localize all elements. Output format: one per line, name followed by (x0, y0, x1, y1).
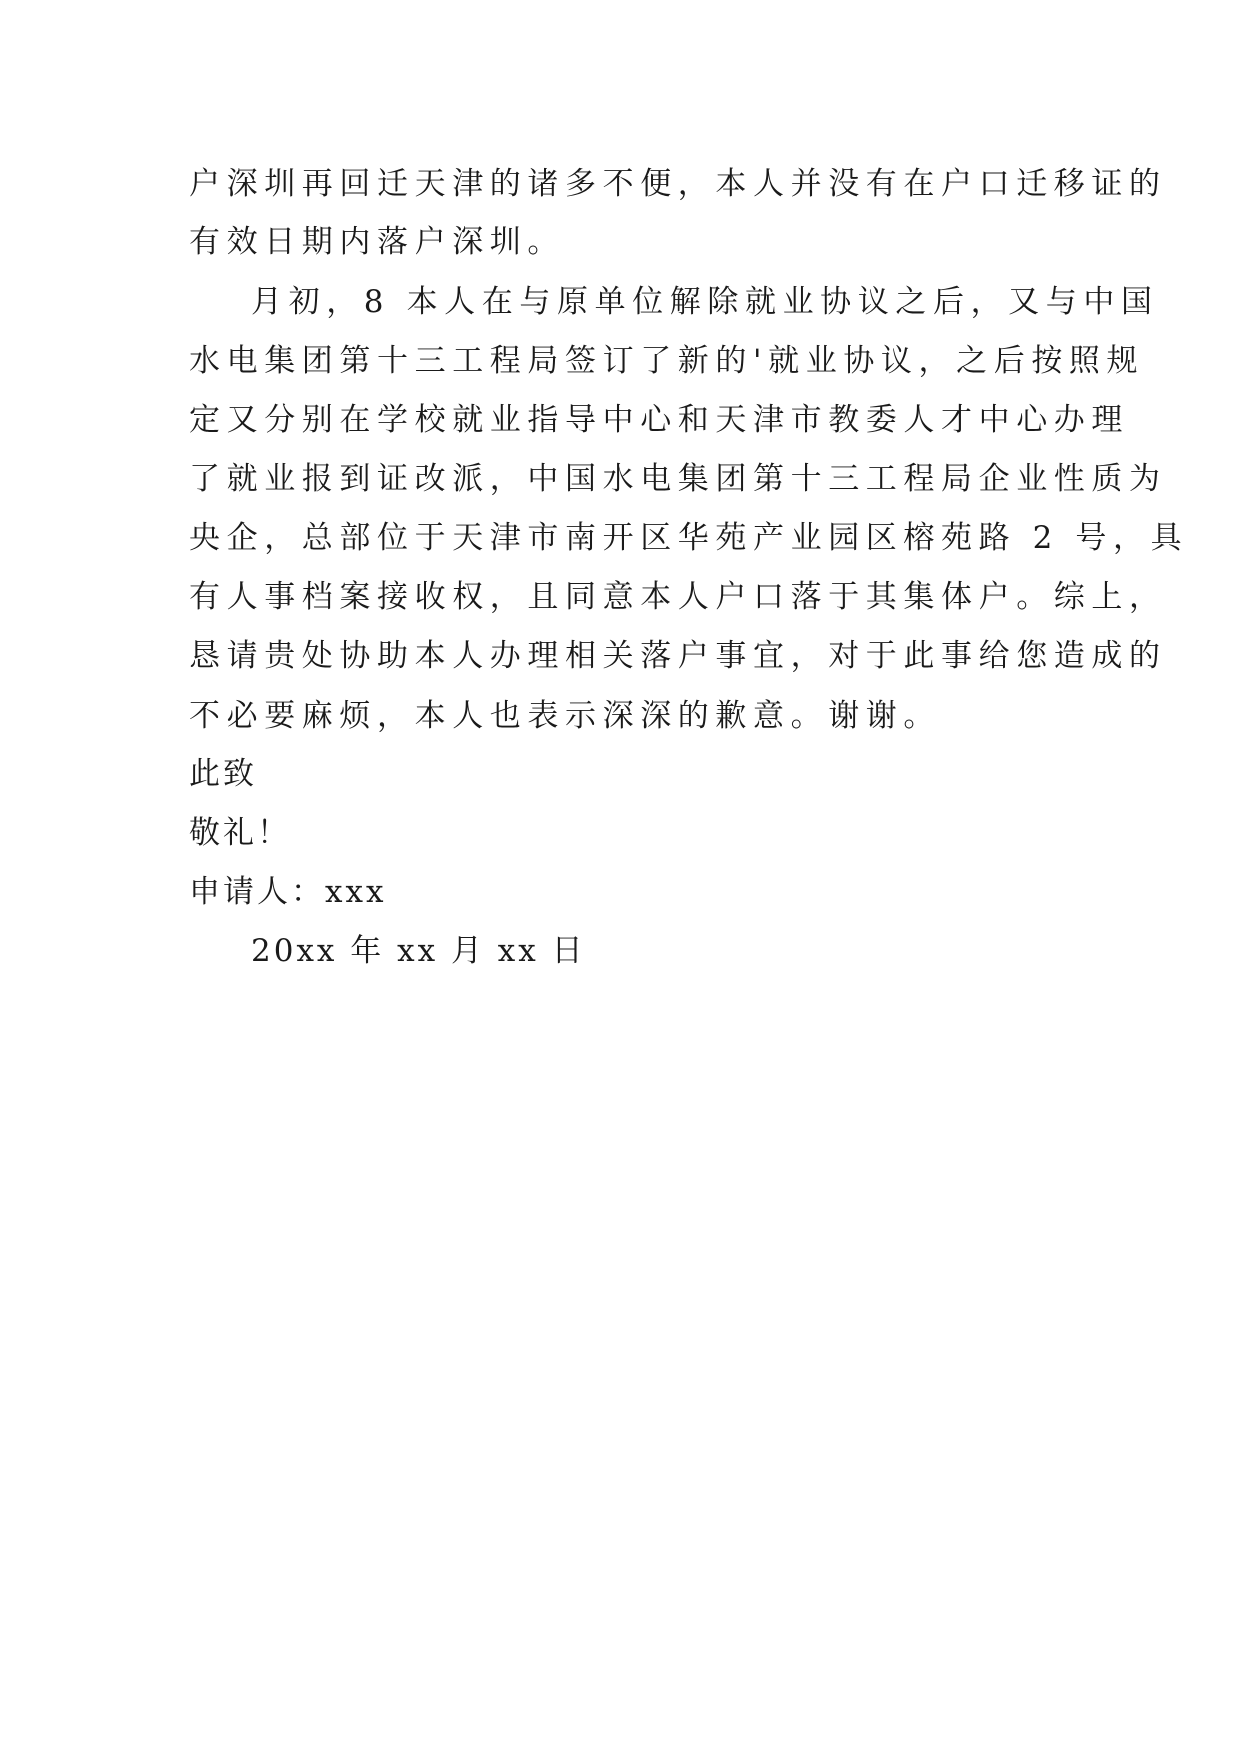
body-line-4: 水电集团第十三工程局签订了新的'就业协议，之后按照规 (189, 343, 1145, 379)
closing-salutation: 此致 (189, 756, 257, 792)
body-line-8: 有人事档案接收权，且同意本人户口落于其集体户。综上， (189, 579, 1167, 615)
body-line-10: 不必要麻烦，本人也表示深深的歉意。谢谢。 (189, 698, 941, 734)
body-line-6: 了就业报到证改派，中国水电集团第十三工程局企业性质为 (189, 461, 1167, 497)
body-line-7: 央企，总部位于天津市南开区华苑产业园区榕苑路 2 号，具 (189, 520, 1189, 556)
closing-regards: 敬礼！ (189, 815, 291, 851)
applicant-signature: 申请人：xxx (189, 874, 387, 910)
body-line-9: 恳请贵处协助本人办理相关落户事宜，对于此事给您造成的 (189, 638, 1167, 674)
body-line-5: 定又分别在学校就业指导中心和天津市教委人才中心办理 (189, 402, 1129, 438)
body-line-3: 月初，8 本人在与原单位解除就业协议之后，又与中国 (251, 284, 1159, 320)
signature-date: 20xx 年 xx 月 xx 日 (251, 933, 586, 969)
body-line-1: 户深圳再回迁天津的诸多不便，本人并没有在户口迁移证的 (189, 166, 1167, 202)
body-line-2: 有效日期内落户深圳。 (189, 224, 565, 260)
